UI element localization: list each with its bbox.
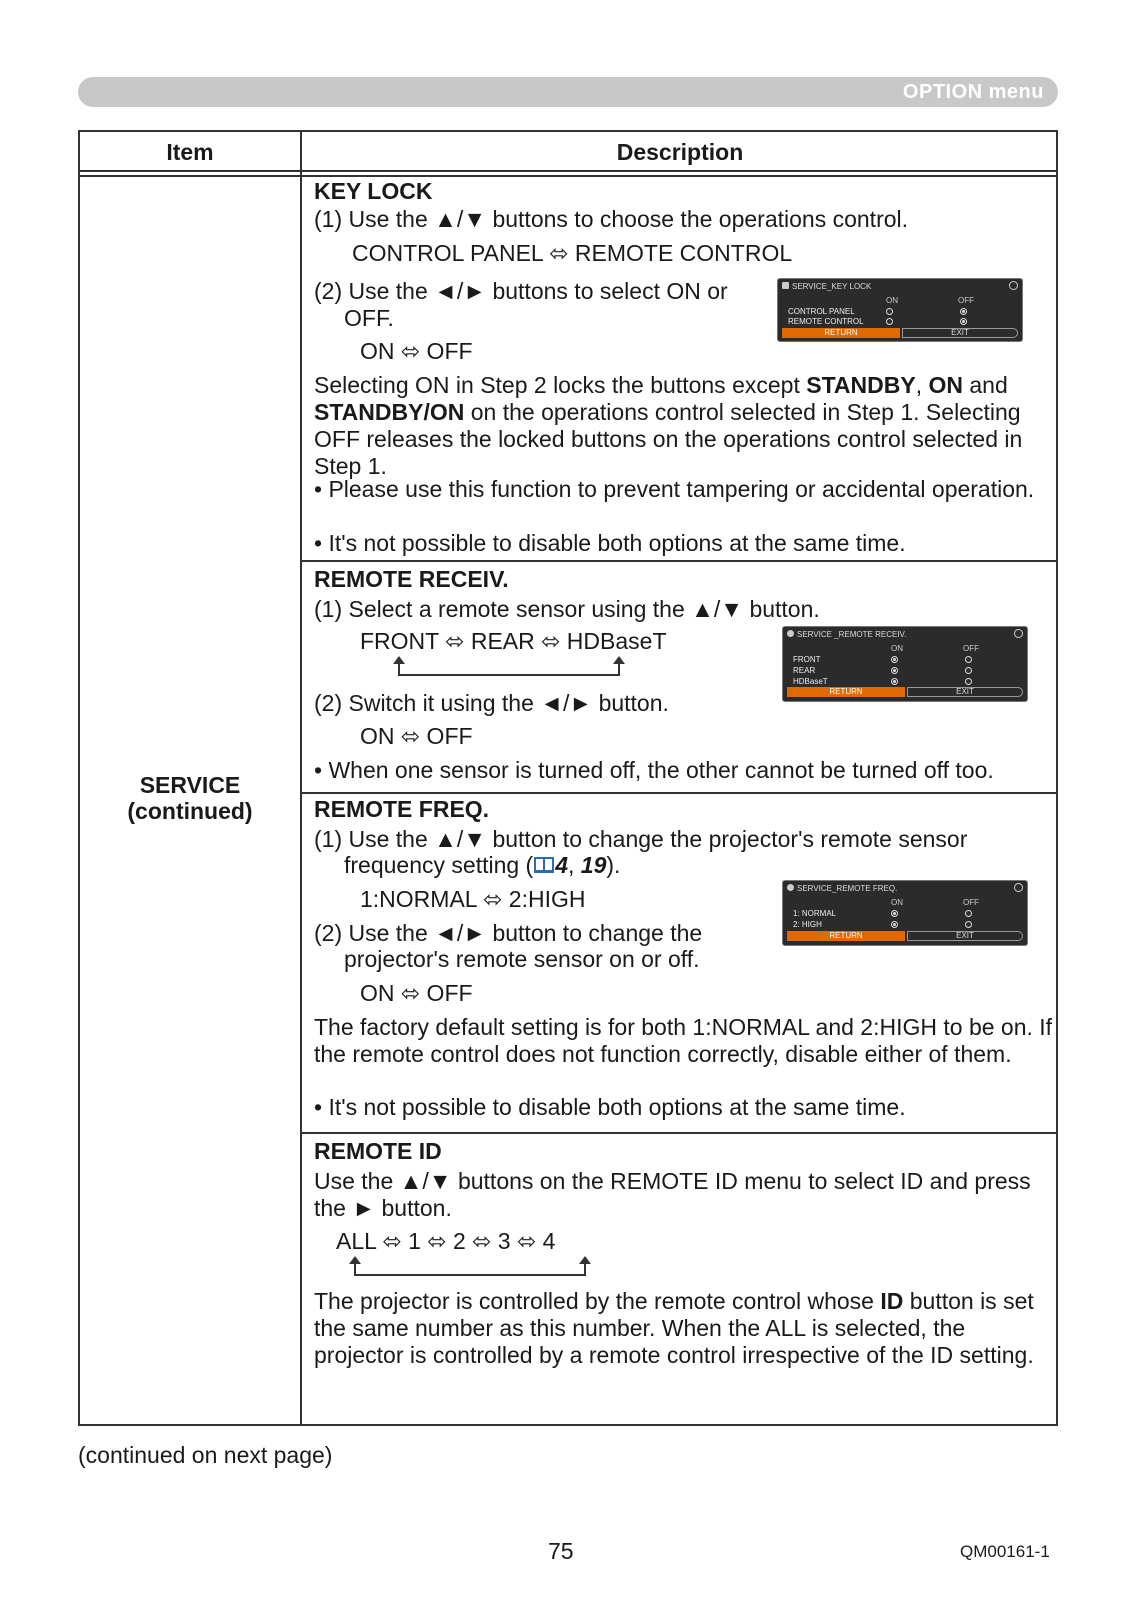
key-lock-title: KEY LOCK [314,178,433,204]
column-header-item: Item [166,139,214,165]
radio-off-icon [965,921,972,928]
key-lock-options1: CONTROL PANEL ⬄ REMOTE CONTROL [352,240,793,266]
osd-exit: EXIT [907,931,1023,941]
document-code: QM00161-1 [960,1542,1050,1561]
header-divider-bottom [80,175,1056,177]
text-run: ). [606,852,621,878]
text-run: and [962,372,1008,398]
key-lock-options2: ON ⬄ OFF [360,338,473,364]
key-lock-step2a: (2) Use the ◄/► buttons to select ON or [314,278,728,304]
header-divider-top [80,170,1056,172]
osd-col-on: ON [891,898,903,907]
continued-note: (continued on next page) [78,1442,333,1468]
remote-id-options: ALL ⬄ 1 ⬄ 2 ⬄ 3 ⬄ 4 [336,1228,556,1254]
osd-return: RETURN [787,931,905,941]
osd-col-off: OFF [963,898,979,907]
bold-standby-on: STANDBY/ON [314,399,465,425]
remote-receiv-options1: FRONT ⬄ REAR ⬄ HDBaseT [360,628,667,654]
bold-standby: STANDBY [806,372,916,398]
remote-freq-paragraph: The factory default setting is for both 1:NORMAL and 2:HIGH to be on. If the remote control does not function correctly, disable either of them. [314,1014,1053,1067]
text-run: button is set the same number as this number. When the ALL is selected, the projector is controlled by a remote control irrespective of the ID setting. [314,1288,1034,1368]
radio-on-icon [960,308,967,315]
osd-row-front: FRONT [793,655,821,664]
item-continued: (continued) [127,798,253,824]
radio-on-icon [960,318,967,325]
text-run: The projector is controlled by the remote control whose [314,1288,881,1314]
remote-receiv-step1: (1) Select a remote sensor using the ▲/▼ button. [314,596,820,622]
remote-id-paragraph [314,1288,1054,1369]
osd-return: RETURN [782,328,900,338]
radio-off-icon [965,656,972,663]
key-lock-step2b: OFF. [344,305,394,331]
osd-col-on: ON [891,644,903,653]
remote-freq-step1b [344,852,620,879]
radio-off-icon [965,910,972,917]
osd-exit: EXIT [902,328,1018,338]
radio-on-icon [891,910,898,917]
osd-remote-freq [782,880,1028,946]
lock-icon [782,282,789,289]
bold-id: ID [880,1288,904,1314]
radio-on-icon [891,656,898,663]
close-icon [1014,883,1023,892]
osd-col-off: OFF [963,644,979,653]
remote-freq-options2: ON ⬄ OFF [360,980,473,1006]
page-ref-1[interactable]: 4 [555,852,569,878]
remote-freq-step2a: (2) Use the ◄/► button to change the [314,920,703,946]
remote-freq-options1: 1:NORMAL ⬄ 2:HIGH [360,886,586,912]
remote-id-title: REMOTE ID [314,1138,442,1164]
item-name: SERVICE [139,772,241,798]
osd-row-rear: REAR [793,666,816,675]
osd-col-on: ON [886,296,898,305]
osd-title: SERVICE _REMOTE RECEIV. [797,630,907,639]
close-icon [1014,629,1023,638]
key-lock-step1: (1) Use the ▲/▼ buttons to choose the operations control. [314,206,909,232]
text-run: , [915,372,929,398]
osd-title: SERVICE_KEY LOCK [792,282,872,291]
section-divider [302,1132,1056,1134]
osd-row-remote-control: REMOTE CONTROL [788,317,864,326]
text-run: frequency setting ( [344,852,534,878]
section-remote-receiv [302,566,1056,788]
remote-receiv-options2: ON ⬄ OFF [360,723,473,749]
osd-row-hdbaset: HDBaseT [793,677,828,686]
remote-icon [787,884,794,891]
book-icon [533,855,555,875]
remote-receiv-step2: (2) Switch it using the ◄/► button. [314,690,669,716]
osd-row-control-panel: CONTROL PANEL [788,307,855,316]
radio-on-icon [891,667,898,674]
section-remote-id [302,1138,1056,1426]
radio-off-icon [965,667,972,674]
text-run: Selecting ON in Step 2 locks the buttons except [314,372,807,398]
remote-icon [787,630,794,637]
text-run: , [568,852,581,878]
remote-freq-note: • It's not possible to disable both options at the same time. [314,1094,906,1120]
radio-on-icon [891,678,898,685]
remote-freq-step1a: (1) Use the ▲/▼ button to change the projector's remote sensor [314,826,968,852]
radio-off-icon [886,318,893,325]
remote-freq-step2b: projector's remote sensor on or off. [344,946,700,972]
key-lock-note2: • It's not possible to disable both options at the same time. [314,530,906,556]
osd-key-lock [777,278,1023,342]
cycle-arrow [398,664,620,676]
osd-remote-receiv [782,626,1028,702]
column-header-description: Description [616,139,744,165]
section-title: OPTION menu [902,81,1044,103]
osd-return: RETURN [787,687,905,697]
cycle-arrow [354,1264,586,1276]
key-lock-paragraph [314,372,1054,480]
section-divider [302,792,1056,794]
bold-on: ON [928,372,963,398]
osd-row-normal: 1: NORMAL [793,909,837,918]
section-remote-freq [302,796,1056,1128]
page-ref-2[interactable]: 19 [580,852,607,878]
remote-receiv-title: REMOTE RECEIV. [314,566,509,592]
radio-off-icon [886,308,893,315]
page-number: 75 [548,1538,574,1564]
key-lock-note1: • Please use this function to prevent tampering or accidental operation. [314,476,1035,502]
remote-freq-title: REMOTE FREQ. [314,796,490,822]
option-menu-table [78,130,1058,1426]
section-header-bar [78,77,1058,107]
section-key-lock [302,178,1056,560]
osd-exit: EXIT [907,687,1023,697]
remote-id-step1: Use the ▲/▼ buttons on the REMOTE ID menu to select ID and press the ► button. [314,1168,1031,1221]
radio-off-icon [965,678,972,685]
osd-col-off: OFF [958,296,974,305]
remote-receiv-note: • When one sensor is turned off, the other cannot be turned off too. [314,757,994,783]
osd-row-high: 2: HIGH [793,920,822,929]
close-icon [1009,281,1018,290]
radio-on-icon [891,921,898,928]
osd-title: SERVICE_REMOTE FREQ. [797,884,898,893]
item-cell-service [80,772,300,824]
text-run: on the operations control selected in Step 1. Selecting OFF releases the locked buttons on the operations control selected in Step 1. [314,399,1023,479]
section-divider [302,560,1056,562]
